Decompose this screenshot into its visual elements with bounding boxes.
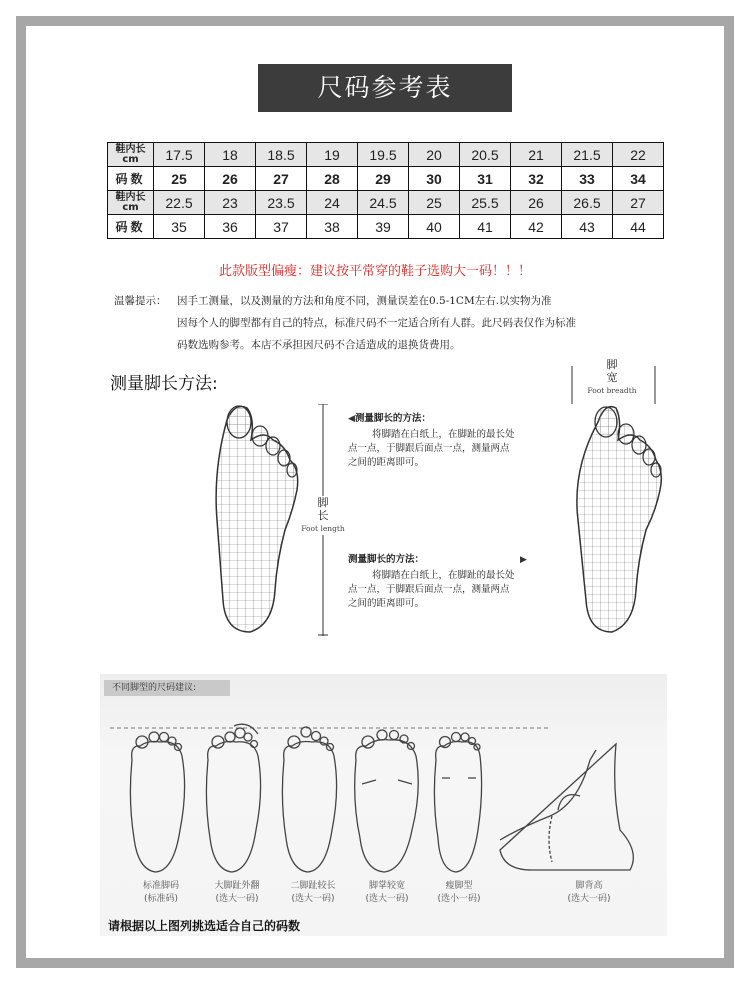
- size-table-row: [108, 143, 664, 167]
- arrow-left-icon: ◀: [348, 414, 355, 424]
- size-cell: 35: [154, 215, 205, 239]
- foot-breadth-cn-1: 脚: [606, 358, 618, 371]
- foot-type-3-name: 二脚趾较长: [290, 881, 336, 891]
- size-cell: 44: [613, 215, 664, 239]
- length-cell: 24: [307, 191, 358, 215]
- fit-notice: 此款版型偏瘦：建议按平常穿的鞋子选购大一码！！！: [218, 264, 531, 279]
- size-cell: 27: [256, 167, 307, 191]
- inner-length-header: 鞋内长 cm: [108, 143, 154, 167]
- length-cell: 25: [409, 191, 460, 215]
- size-cell: 36: [205, 215, 256, 239]
- size-cell: 25: [154, 167, 205, 191]
- foot-type-label-5: [424, 880, 494, 906]
- method-1-title: 测量脚长的方法：: [354, 413, 431, 424]
- measure-title: 测量脚长方法:: [110, 374, 218, 394]
- foot-types-tag: 不同脚型的尺码建议:: [104, 680, 230, 696]
- foot-type-label-4: [352, 880, 422, 906]
- foot-type-6-advice: (选大一码): [567, 894, 611, 904]
- length-cell: 25.5: [460, 191, 511, 215]
- foot-type-6-name: 脚背高: [575, 881, 603, 891]
- length-cell: 21.5: [562, 143, 613, 167]
- tips-line-3: 码数选购参考。本店不承担因尺码不合适造成的退换货费用。: [177, 339, 461, 351]
- foot-high-instep-icon: [500, 744, 633, 870]
- size-cell: 30: [409, 167, 460, 191]
- size-cell: 39: [358, 215, 409, 239]
- size-table-row: [108, 167, 664, 191]
- length-cell: 23: [205, 191, 256, 215]
- size-cell: 41: [460, 215, 511, 239]
- length-cell: 23.5: [256, 191, 307, 215]
- size-cell: 34: [613, 167, 664, 191]
- method-2-title: 测量脚长的方法：: [348, 554, 425, 565]
- length-cell: 27: [613, 191, 664, 215]
- size-code-header: 码数: [108, 215, 154, 239]
- page-title: 尺码参考表: [258, 64, 512, 112]
- size-cell: 32: [511, 167, 562, 191]
- foot-slim-icon: [434, 733, 481, 873]
- length-cell: 18: [205, 143, 256, 167]
- size-cell: 31: [460, 167, 511, 191]
- size-cell: 33: [562, 167, 613, 191]
- method-block-2: [348, 553, 527, 611]
- foot-length-illustration: [205, 400, 315, 640]
- foot-standard-icon: [130, 732, 184, 872]
- length-cell: 26: [511, 191, 562, 215]
- size-cell: 29: [358, 167, 409, 191]
- foot-type-4-advice: (选大一码): [365, 894, 409, 904]
- length-cell: 20.5: [460, 143, 511, 167]
- size-table-row: [108, 215, 664, 239]
- method-1-line-3: 之间的距离即可。: [348, 457, 425, 468]
- foot-bunion-icon: [206, 724, 260, 872]
- bottom-note: 请根据以上图列挑选适合自己的码数: [108, 919, 301, 933]
- size-cell: 28: [307, 167, 358, 191]
- size-cell: 38: [307, 215, 358, 239]
- foot-type-2-advice: (选大一码): [215, 894, 259, 904]
- foot-type-1-name: 标准脚码: [142, 881, 179, 891]
- tips-line-2: 因每个人的脚型都有自己的特点，标准尺码不一定适合所有人群。此尺码表仅作为标准: [177, 317, 576, 329]
- method-2-line-1: 将脚踏在白纸上，在脚趾的最长处: [372, 570, 515, 581]
- foot-breadth-cn-2: 宽: [606, 371, 618, 384]
- method-1-line-1: 将脚踏在白纸上，在脚趾的最长处: [372, 429, 515, 440]
- length-cell: 24.5: [358, 191, 409, 215]
- method-2-line-2: 点一点，于脚跟后面点一点，测量两点: [348, 584, 510, 595]
- length-cell: 18.5: [256, 143, 307, 167]
- tips-line-1: 因手工测量，以及测量的方法和角度不同，测量误差在0.5-1CM左右.以实物为准: [177, 295, 552, 307]
- foot-type-3-advice: (选大一码): [291, 894, 335, 904]
- length-cell: 20: [409, 143, 460, 167]
- arrow-right-icon: ▶: [520, 555, 527, 565]
- length-cell: 17.5: [154, 143, 205, 167]
- foot-type-label-6: [554, 880, 624, 906]
- length-cell: 22.5: [154, 191, 205, 215]
- length-cell: 19: [307, 143, 358, 167]
- size-chart-table: [107, 142, 664, 239]
- foot-length-cn-2: 长: [317, 509, 329, 522]
- foot-type-2-name: 大脚趾外翻: [214, 881, 260, 891]
- method-1-line-2: 点一点，于脚跟后面点一点，测量两点: [348, 443, 510, 454]
- length-cell: 21: [511, 143, 562, 167]
- foot-length-label: [300, 496, 346, 535]
- foot-long-second-toe-icon: [282, 727, 336, 872]
- foot-breadth-illustration: [560, 362, 670, 638]
- inner-length-header: 鞋内长 cm: [108, 191, 154, 215]
- foot-breadth-en: Foot breadth: [587, 386, 637, 395]
- foot-type-label-2: [202, 880, 272, 906]
- foot-type-1-advice: (标准码): [143, 894, 179, 904]
- method-block-1: [348, 412, 515, 470]
- size-cell: 26: [205, 167, 256, 191]
- foot-wide-icon: [355, 730, 419, 872]
- size-cell: 40: [409, 215, 460, 239]
- foot-type-5-advice: (选小一码): [437, 894, 481, 904]
- foot-type-label-3: [278, 880, 348, 906]
- size-cell: 42: [511, 215, 562, 239]
- foot-breadth-label: [575, 358, 649, 397]
- size-table-row: [108, 191, 664, 215]
- foot-length-cn-1: 脚: [317, 496, 329, 509]
- length-cell: 22: [613, 143, 664, 167]
- foot-type-label-1: [126, 880, 196, 906]
- size-cell: 43: [562, 215, 613, 239]
- size-cell: 37: [256, 215, 307, 239]
- length-cell: 26.5: [562, 191, 613, 215]
- length-cell: 19.5: [358, 143, 409, 167]
- method-2-line-3: 之间的距离即可。: [348, 598, 425, 609]
- size-code-header: 码数: [108, 167, 154, 191]
- foot-length-en: Foot length: [301, 524, 345, 533]
- tips-block: [114, 290, 576, 356]
- foot-type-5-name: 瘦脚型: [445, 881, 473, 891]
- foot-type-4-name: 脚掌较宽: [368, 881, 405, 891]
- foot-types-illustration: [100, 720, 667, 880]
- tips-label: 温馨提示：: [114, 295, 167, 307]
